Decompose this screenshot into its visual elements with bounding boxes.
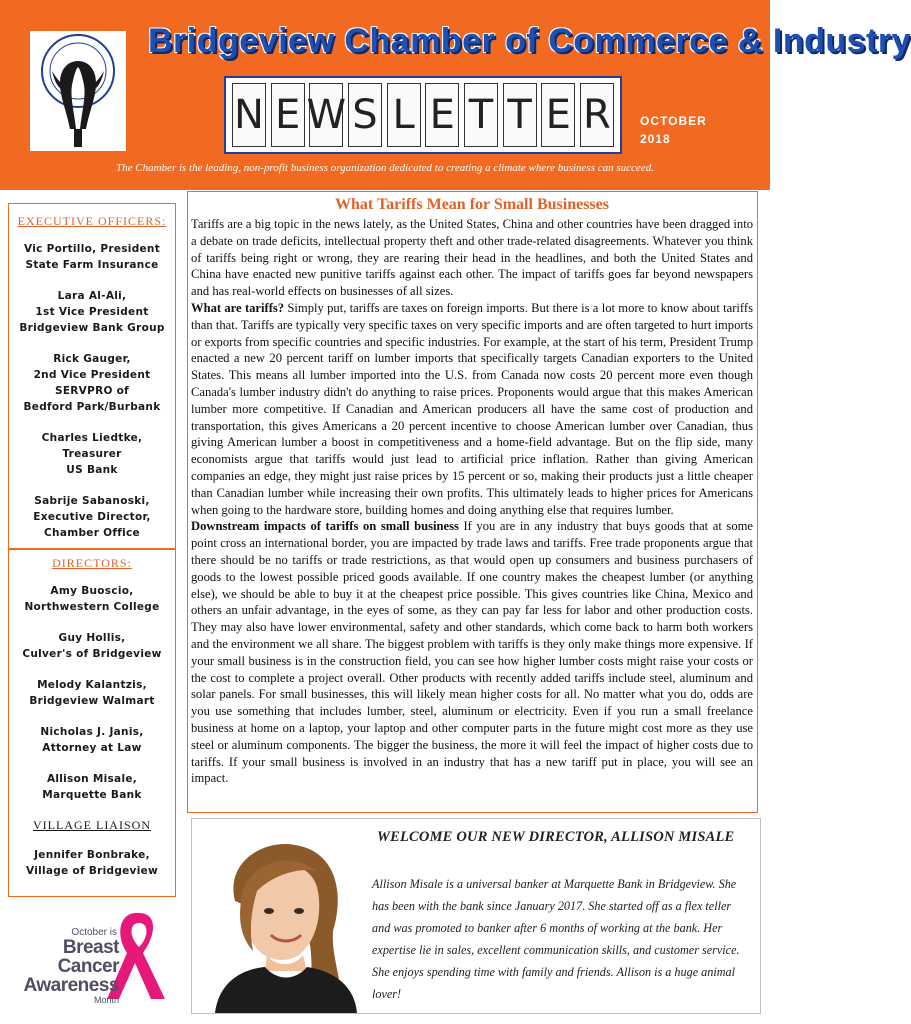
officer-entry: Lara Al-Ali, 1st Vice President Bridgeview Bank Group (19, 290, 165, 334)
wordmark-letter: E (271, 83, 305, 147)
director-entry: Nicholas J. Janis, Attorney at Law (40, 726, 144, 754)
welcome-title: WELCOME OUR NEW DIRECTOR, ALLISON MISALE (377, 829, 735, 845)
newsletter-header (0, 0, 911, 190)
article-paragraph: Downstream impacts of tariffs on small business If you are in any industry that buys goods that at some point cross an international border, you are impacted by trade laws and tariffs. Free trade proponents argue that there should be no tariffs or trade restrictions, as that would open up consumers and business purchasers of goods to the lowest possible priced goods available. If one country makes the cheapest lumber (or anything else), we should be able to buy it at the cheapest price possible. This gives countries like China, Mexico and others an unfair advantage, in the eyes of some, as they can pay far less for labor and other production costs. They may also have lower environmental, safety and other standards, which come back to harm both workers and the environment we all share. The biggest problem with tariffs is they only make things more expensive. If your small business is in the construction field, you can see how higher lumber costs might raise your costs or the cost to complete a project overall. Other products with recently added tariffs include steel, aluminum and solar panels. For small businesses, this will likely mean higher costs for all. No matter what you do, odds are you use something that includes lumber, steel, aluminum or electricity. Even if you run a small freelance business at home on a laptop, your laptop and other computer parts in the future might cost more as they use steel or aluminum components. The bigger the business, the more it will feel the impact of higher costs due to tariffs. If your small business is involved in an industry that has a new tariff put in place, you will see an impact. (191, 519, 753, 786)
bca-line-3: Awareness (23, 975, 119, 996)
directors-panel (8, 549, 176, 897)
welcome-director-section (191, 818, 761, 1014)
wordmark-letter: R (580, 83, 614, 147)
officer-entry: Rick Gauger, 2nd Vice President SERVPRO of Bedford Park/Burbank (23, 353, 161, 413)
director-entry: Melody Kalantzis, Bridgeview Walmart (29, 679, 155, 707)
liaison-heading: VILLAGE LIAISON (33, 818, 151, 832)
article-paragraph: What are tariffs? Simply put, tariffs are taxes on foreign imports. But there is a lot more to know about tariffs than that. Tariffs are typically very specific taxes on very specific imports and are often targeted to hurt imports or exports from specific countries and specific industries. For example, at the start of his term, President Trump enacted a new 20 percent tariff on lumber imports that specifically targets Canadian exporters to the United States. This means all lumber imported into the U.S. from Canada now costs 20 percent more even though Canada's lumber industry didn't do anything to raise prices. Proponents would argue that this makes American lumber more competitive. If Canadian and American producers all have the same cost of production and transportation, this gives Americans a 20 percent incentive to choose American lumber over Canadian, thus giving American lumber a boost in competitiveness and a home-field advantage. But on the flip side, many economists argue that tariffs would just lead to artificial price inflation. Rather than giving American companies an edge, they might just raise prices by 15 percent or so, making their products just a little cheaper than Canadian lumber while increasing their own profits. This ultimately leads to higher prices for Americans when going to the hardware store, building homes and doing anything else that requires lumber. (191, 300, 753, 517)
wordmark-letter: T (503, 83, 537, 147)
issue-date (640, 112, 707, 148)
bca-line-2: Breast Cancer (57, 937, 119, 977)
director-photo (195, 831, 370, 1013)
breast-cancer-awareness-badge (11, 905, 171, 1005)
wordmark-letter: E (541, 83, 575, 147)
executive-officers-panel (8, 203, 176, 549)
director-entry: Amy Buoscio, Northwestern College (24, 585, 160, 613)
officer-entry: Charles Liedtke, Treasurer US Bank (41, 432, 143, 476)
tariffs-article (187, 191, 758, 813)
wordmark-letter: E (425, 83, 459, 147)
wordmark-letter: W (309, 83, 343, 147)
officer-entry: Vic Portillo, President State Farm Insurance (23, 243, 161, 271)
newsletter-wordmark (224, 76, 622, 154)
article-body (191, 216, 753, 787)
subhead-downstream-impacts: Downstream impacts of tariffs on small business (191, 519, 459, 534)
wordmark-letter: T (464, 83, 498, 147)
chamber-logo (30, 31, 126, 151)
directors-heading: DIRECTORS: (52, 556, 132, 570)
issue-year: 2018 (640, 132, 671, 146)
welcome-text: Allison Misale is a universal banker at Marquette Bank in Bridgeview. She has been with the bank since January 2017. She started off as a flex teller and was promoted to banker after 6 months of working at the bank. Her expertise lie in sales, excellent communication skills, and customer service. She enjoys spending time with family and friends. Allison is a huge animal lover! (372, 877, 740, 1001)
director-entry: Guy Hollis, Culver's of Bridgeview (22, 632, 162, 660)
chamber-title: Bridgeview Chamber of Commerce & Industry (148, 22, 911, 60)
officers-heading: EXECUTIVE OFFICERS: (17, 214, 167, 228)
director-entry: Allison Misale, Marquette Bank (42, 773, 142, 801)
wordmark-letter: S (348, 83, 382, 147)
liaison-entry: Jennifer Bonbrake, Village of Bridgeview (25, 849, 159, 877)
wordmark-letter: L (387, 83, 421, 147)
subhead-what-are-tariffs: What are tariffs? (191, 300, 285, 315)
mission-statement: The Chamber is the leading, non-profit business organization dedicated to creating a climate where business can succeed. (116, 162, 654, 174)
officer-entry: Sabrije Sabanoski, Executive Director, Chamber Office (33, 495, 151, 539)
bca-line-4: Month (93, 995, 119, 1005)
article-title: What Tariffs Mean for Small Businesses (335, 196, 609, 213)
bca-line-1: October is (71, 927, 117, 938)
issue-month: OCTOBER (640, 114, 707, 128)
article-paragraph: Tariffs are a big topic in the news lately, as the United States, China and other countries have been dragged into a debate on trade deficits, intellectual property theft and other trade-related disagreements. Whatever you think of tariffs being right or wrong, they are rearing their head in the headlines, and both the United States and China have enacted new punitive tariffs against each other. The impact of tariffs goes far beyond newspapers and has real-world effects on businesses of all sizes. (191, 217, 753, 299)
wordmark-letter: N (232, 83, 266, 147)
